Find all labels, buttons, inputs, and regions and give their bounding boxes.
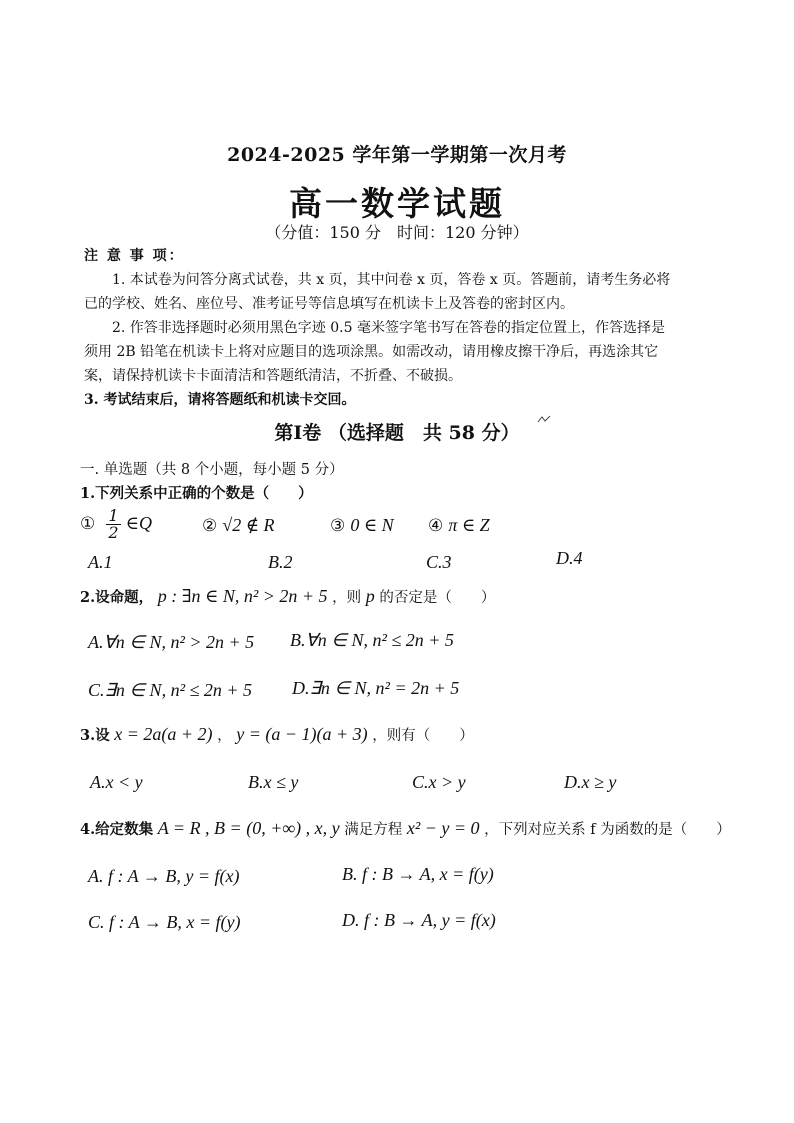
notice-item2-line2: 须用 2B 铅笔在机读卡上将对应题目的选项涂黑。如需改动，请用橡皮擦干净后，再选涂其它 bbox=[84, 344, 659, 360]
notice-item3: 3. 考试结束后，请将答题纸和机读卡交回。 bbox=[84, 392, 356, 408]
notice-heading: 注 意 事 项： bbox=[84, 248, 185, 264]
q1-option-d: D.4 bbox=[556, 548, 583, 568]
section-part: 一. 单选题（共 8 个小题，每小题 5 分） bbox=[80, 462, 344, 478]
q1-option-c: C.3 bbox=[426, 552, 452, 572]
q3-stem-x: x = 2a(a + 2) bbox=[114, 724, 213, 744]
q1-fraction bbox=[106, 508, 120, 541]
q2-stem-mid: ，则 bbox=[332, 590, 362, 606]
q4-stem bbox=[80, 818, 731, 839]
q1-mark-2: ② bbox=[202, 516, 218, 536]
q1-statement-2-text: √2 ∉ R bbox=[222, 515, 275, 535]
q4-option-c: C. f : A → B, x = f(y) bbox=[88, 912, 241, 932]
q2-option-a: A.∀n ∈ N, n² > 2n + 5 bbox=[88, 632, 255, 652]
q4-option-d: D. f : B → A, y = f(x) bbox=[342, 910, 496, 930]
q4-stem-math1: A = R , B = (0, +∞) , x, y bbox=[157, 818, 340, 838]
q3-stem-prefix: 3.设 bbox=[80, 727, 110, 744]
notice-item1-line1: 1. 本试卷为问答分离式试卷，共 x 页，其中问卷 x 页，答卷 x 页。答题前，请考生务必将 bbox=[112, 272, 671, 288]
exam-subtitle: （分值：150 分 时间：120 分钟） bbox=[265, 223, 529, 242]
q1-statement-3 bbox=[330, 515, 394, 536]
q4-stem-mid: 满足方程 bbox=[344, 822, 403, 838]
q2-stem-math: p : ∃n ∈ N, n² > 2n + 5 bbox=[157, 586, 328, 606]
q1-option-b: B.2 bbox=[268, 552, 293, 572]
q1-mark-4: ④ bbox=[428, 516, 444, 536]
q1-mark-1: ① bbox=[80, 514, 96, 534]
section-title: 第Ⅰ卷 （选择题 共 58 分） bbox=[274, 422, 520, 444]
q4-stem-prefix: 4.给定数集 bbox=[80, 821, 154, 838]
q1-fraction-num: 1 bbox=[108, 506, 119, 525]
q2-stem-p: p bbox=[365, 586, 375, 606]
q3-option-d: D.x ≥ y bbox=[564, 772, 617, 792]
q1-stem: 1.下列关系中正确的个数是（ ） bbox=[80, 485, 313, 502]
q1-option-a: A.1 bbox=[88, 552, 113, 572]
q1-fraction-den: 2 bbox=[108, 523, 119, 542]
q4-option-a: A. f : A → B, y = f(x) bbox=[88, 866, 240, 886]
q2-stem-prefix: 2.设命题， bbox=[80, 589, 154, 606]
scan-mark-icon bbox=[536, 414, 554, 426]
notice-item2-line1: 2. 作答非选择题时必须用黑色字迹 0.5 毫米签字笔书写在答卷的指定位置上，作答选择是 bbox=[112, 320, 665, 336]
q1-statement-2 bbox=[202, 515, 275, 536]
q1-mark-3: ③ bbox=[330, 516, 346, 536]
q1-statement-3-text: 0 ∈ N bbox=[350, 515, 394, 535]
q1-statement-4-text: π ∈ Z bbox=[448, 515, 490, 535]
q3-stem-suffix: ，则有（ ） bbox=[372, 728, 474, 744]
q4-stem-math2: x² − y = 0 bbox=[406, 818, 480, 838]
notice-item2-line3: 案，请保持机读卡卡面清洁和答题纸清洁，不折叠、不破损。 bbox=[84, 368, 462, 384]
q2-option-b: B.∀n ∈ N, n² ≤ 2n + 5 bbox=[290, 630, 454, 650]
q3-stem-sep: ， bbox=[217, 728, 232, 744]
q3-option-a: A.x < y bbox=[90, 772, 143, 792]
q2-option-d: D.∃n ∈ N, n² = 2n + 5 bbox=[292, 678, 460, 698]
q2-stem-suffix: 的否定是（ ） bbox=[379, 590, 496, 606]
q1-statement-1-rel: ∈Q bbox=[125, 513, 152, 533]
notice-item1-line2: 已的学校、姓名、座位号、准考证号等信息填写在机读卡上及答卷的密封区内。 bbox=[84, 296, 574, 312]
q3-stem bbox=[80, 724, 474, 745]
q1-statement-4 bbox=[428, 515, 490, 536]
q4-stem-suffix: ，下列对应关系 f 为函数的是（ ） bbox=[484, 822, 731, 838]
q2-option-c: C.∃n ∈ N, n² ≤ 2n + 5 bbox=[88, 680, 252, 700]
q3-option-b: B.x ≤ y bbox=[248, 772, 299, 792]
exam-header: 2024-2025 学年第一学期第一次月考 bbox=[227, 144, 567, 166]
q4-option-b: B. f : B → A, x = f(y) bbox=[342, 864, 494, 884]
q3-option-c: C.x > y bbox=[412, 772, 466, 792]
exam-title: 高一数学试题 bbox=[289, 184, 505, 223]
q3-stem-y: y = (a − 1)(a + 3) bbox=[236, 724, 368, 744]
q1-statement-1 bbox=[80, 508, 152, 548]
q2-stem bbox=[80, 586, 495, 607]
